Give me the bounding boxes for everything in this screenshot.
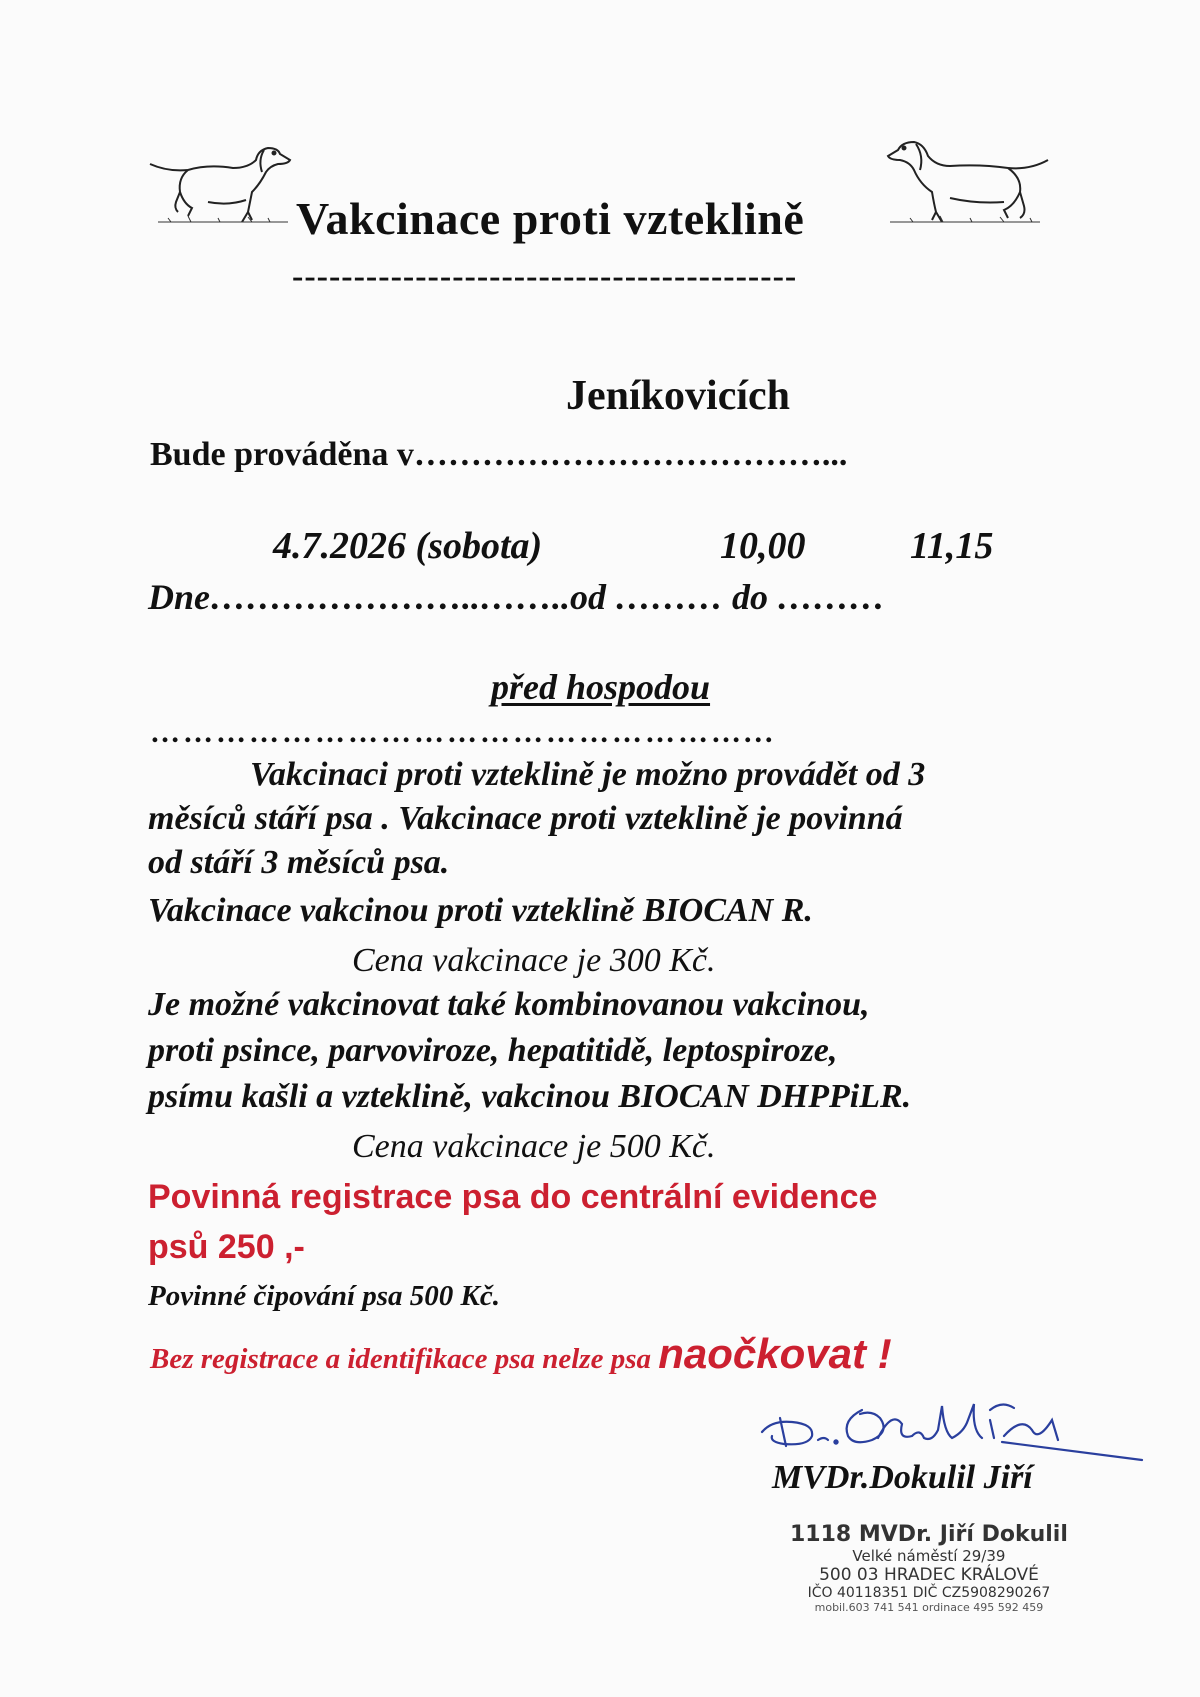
page-title: Vakcinace proti vzteklině — [296, 193, 805, 244]
info-line: Vakcinaci proti vzteklině je možno provádět od 3 — [250, 756, 926, 793]
dachshund-left-icon — [148, 142, 298, 232]
info-line: od stáří 3 měsíců psa. — [148, 844, 450, 881]
registration-notice: Povinná registrace psa do centrální evidence — [148, 1178, 878, 1216]
info-line: měsíců stáří psa . Vakcinace proti vzteklině je povinná — [148, 800, 903, 837]
time-from: 10,00 — [720, 525, 806, 567]
place-label: Bude prováděna v………………………………... — [150, 436, 848, 473]
stamp-line: IČO 40118351 DIČ CZ5908290267 — [807, 1585, 1051, 1601]
warning-text — [150, 1330, 892, 1378]
stamp-line: Velké náměstí 29/39 — [852, 1547, 1006, 1565]
vaccination-location: před hospodou — [491, 667, 711, 707]
location-dotted-line: ………………………………………………... — [150, 716, 776, 749]
info-line: proti psince, parvoviroze, hepatitidě, leptospiroze, — [148, 1032, 838, 1069]
stamp-line: 1118 MVDr. Jiří Dokulil — [790, 1522, 1068, 1547]
vaccination-place: Jeníkovicích — [566, 373, 791, 419]
handwritten-signature — [752, 1380, 1152, 1470]
stamp-line: 500 03 HRADEC KRÁLOVÉ — [819, 1565, 1039, 1585]
time-to: 11,15 — [910, 525, 994, 567]
registration-price: psů 250 ,- — [148, 1228, 305, 1266]
dachshund-right-icon — [880, 130, 1050, 230]
price-combo: Cena vakcinace je 500 Kč. — [352, 1128, 716, 1165]
vaccination-date: 4.7.2026 (sobota) — [273, 525, 543, 567]
price-rabies: Cena vakcinace je 300 Kč. — [352, 942, 716, 979]
vaccine-biocan-combo: psímu kašli a vzteklině, vakcinou BIOCAN DHPPiLR. — [148, 1078, 912, 1115]
chip-price: Povinné čipování psa 500 Kč. — [148, 1280, 501, 1312]
vaccine-biocan-r: Vakcinace vakcinou proti vzteklině BIOCAN R. — [148, 892, 813, 929]
stamp — [790, 1522, 1068, 1614]
warning-prefix: Bez registrace a identifikace psa nelze psa — [150, 1343, 659, 1375]
date-label: Dne…………………..……..od ……… do ……… — [148, 577, 885, 617]
info-line: Je možné vakcinovat také kombinovanou vakcinou, — [148, 986, 870, 1023]
title-underline: ----------------------------------------- — [292, 258, 798, 295]
warning-emphasis: naočkovat ! — [658, 1330, 892, 1377]
stamp-line: mobil.603 741 541 ordinace 495 592 459 — [814, 1601, 1044, 1614]
signature-name: MVDr.Dokulil Jiří — [772, 1459, 1033, 1496]
